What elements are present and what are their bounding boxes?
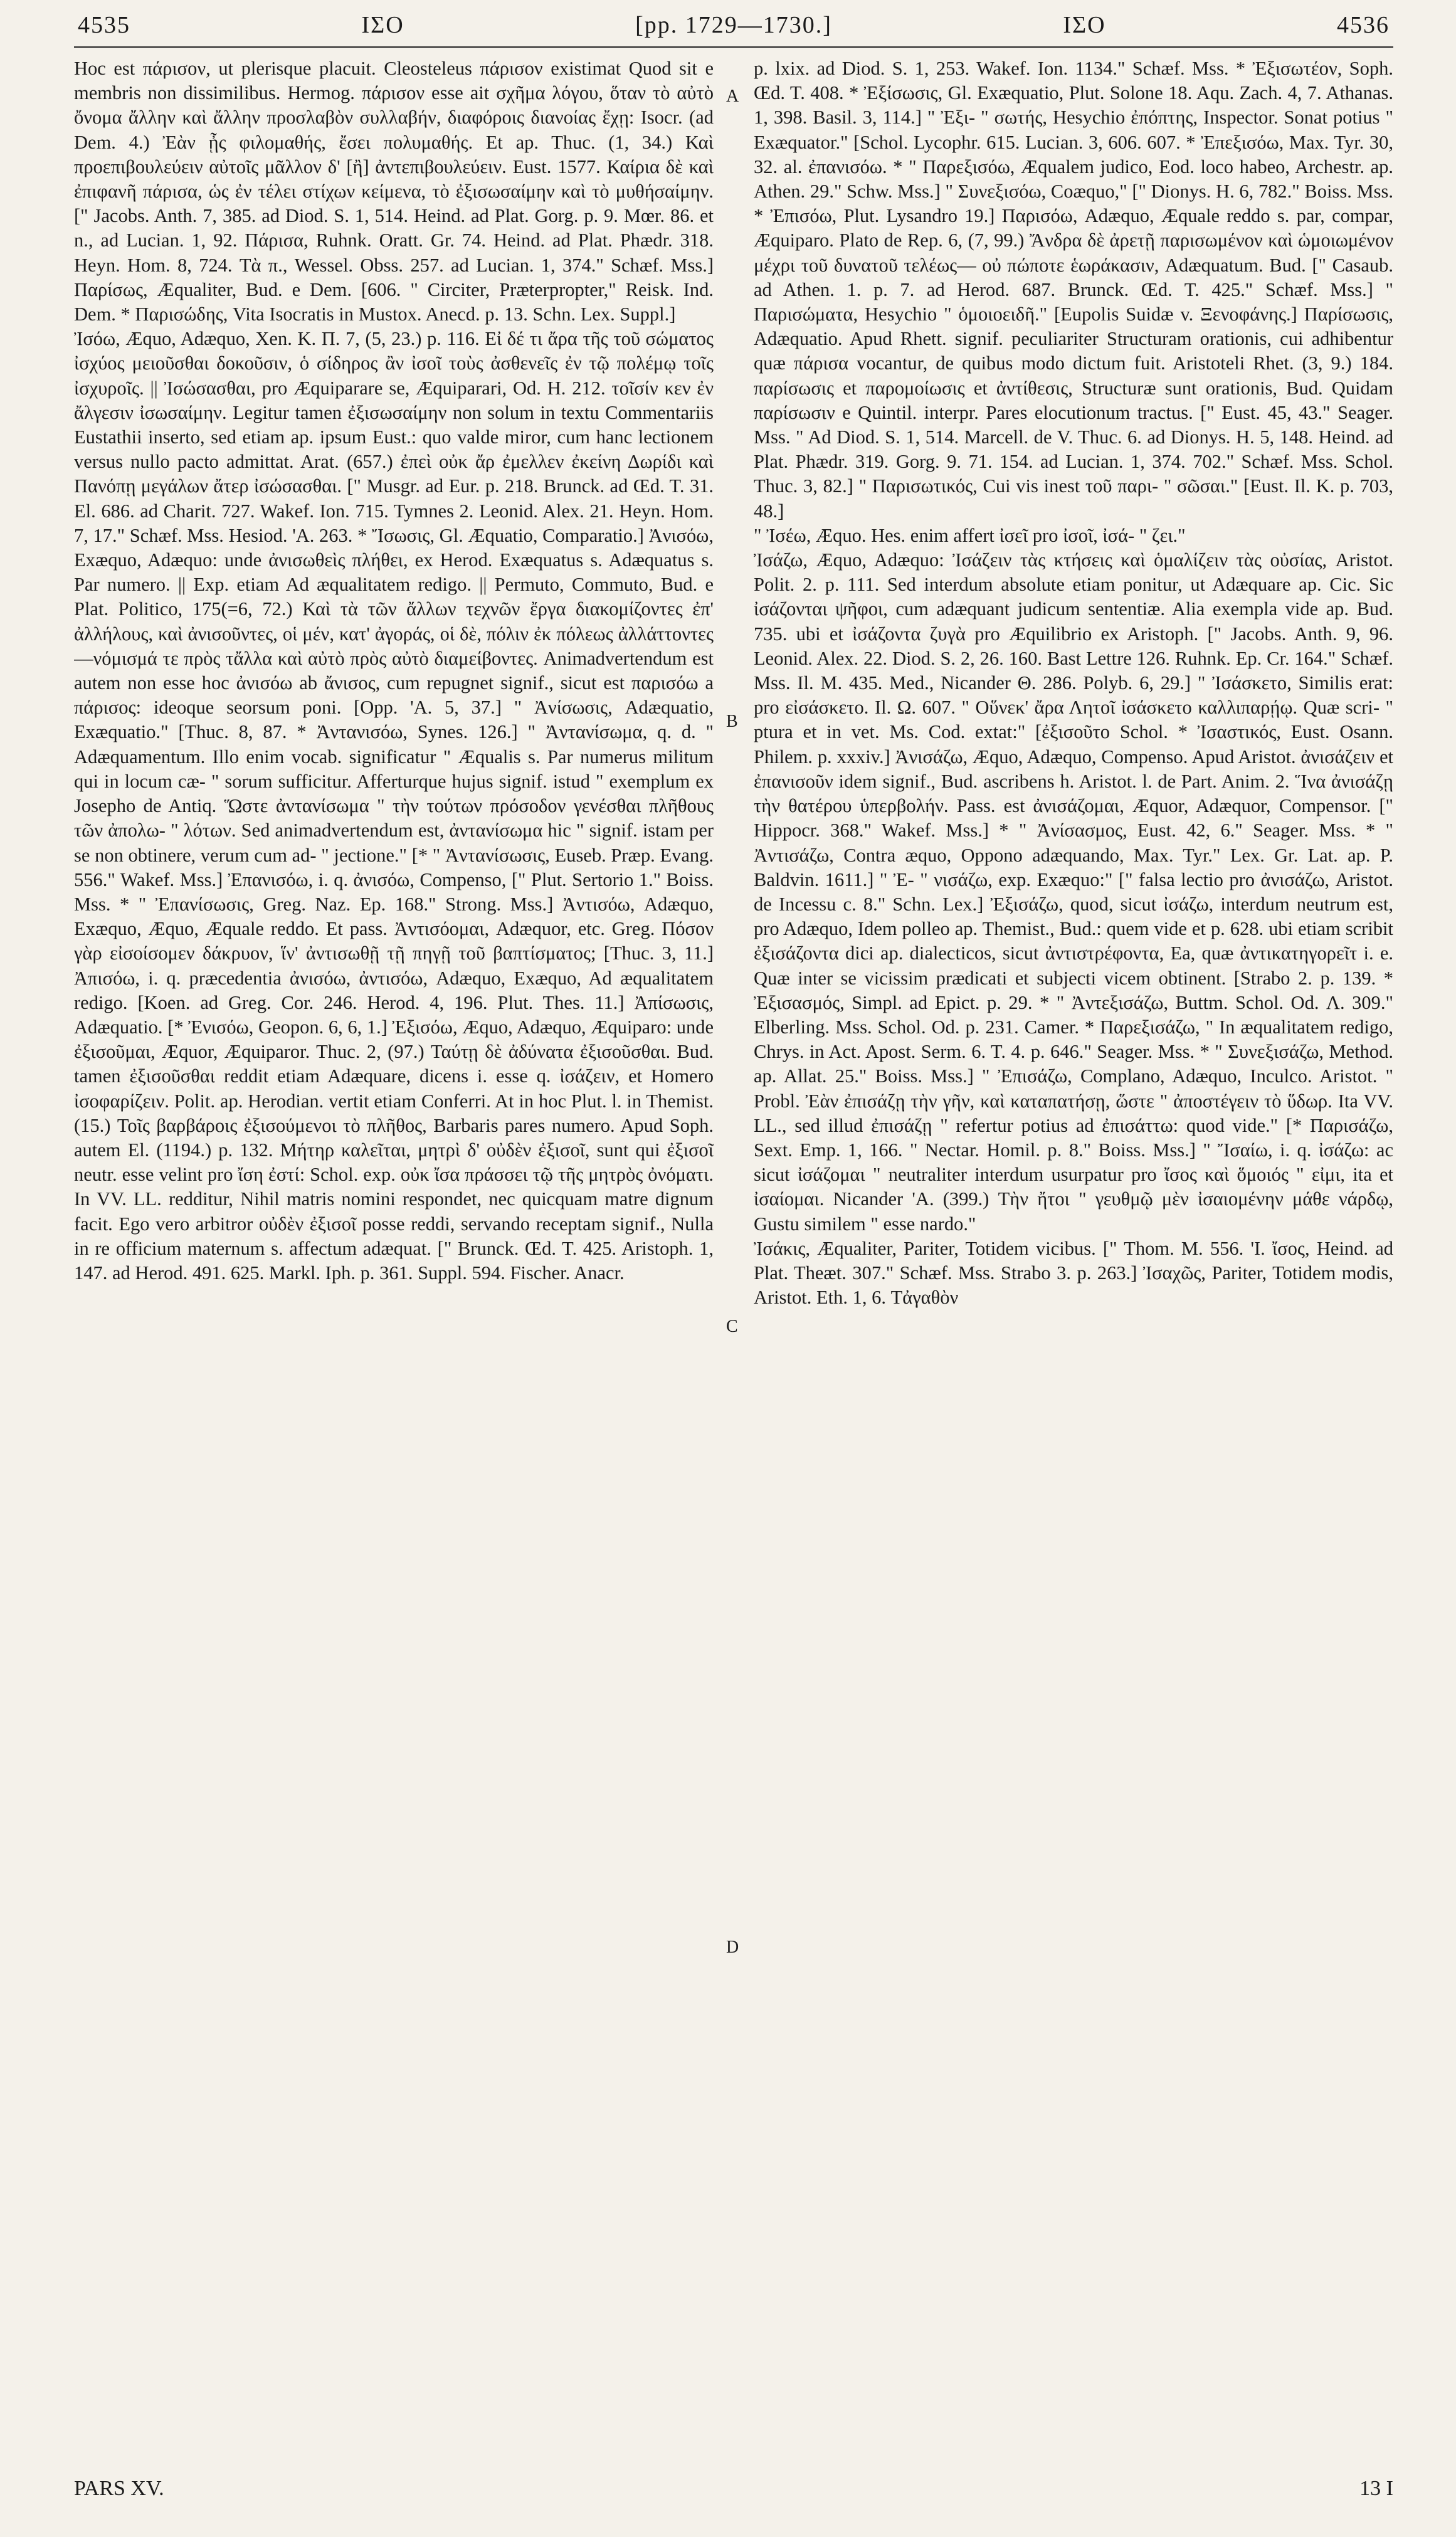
margin-letter-d: D bbox=[726, 1938, 739, 1957]
right-paragraph-4: Ἰσάκις, Æqualiter, Pariter, Totidem vicibus. [" Thom. M. 556. 'I. ἴσος, Heind. ad Plat. Theæt. 307." Schæf. Mss. Strabo 3. p. 263.] Ἰσαχῶς, Pariter, Totidem modis, Aristot. Eth. 1, 6. Τἀγαθὸν bbox=[754, 1237, 1393, 1309]
margin-letter-a: A bbox=[726, 87, 739, 106]
right-paragraph-2: " Ἰσέω, Æquo. Hes. enim affert ἰσεῖ pro ἰσοῖ, ἰσά- " ζει." bbox=[754, 524, 1186, 546]
page-footer bbox=[74, 2477, 1393, 2501]
headword-left: ΙΣΟ bbox=[361, 12, 404, 38]
headword-right: ΙΣΟ bbox=[1063, 12, 1106, 38]
right-column bbox=[754, 56, 1393, 1310]
left-paragraph-2: Ἰσόω, Æquo, Adæquo, Xen. K. Π. 7, (5, 23.) p. 116. Εἰ δέ τι ἄρα τῆς τοῦ σώματος ἰσχύος μειοῦσθαι δοκοῦσιν, ὁ σίδηρος ἂν ἰσοῖ τοὺς ἀσθενεῖς ἐν τῷ πολέμῳ τοῖς ἰσχυροῖς. || Ἰσώσασθαι, pro Æquiparare se, Æquiparari, Od. H. 212. τοῖσίν κεν ἐν ἄλγεσιν ἰσωσαίμην. Legitur tamen ἐξισωσαίμην non solum in textu Commentariis Eustathii inserto, sed etiam ap. ipsum Eust.: quo valde miror, cum hanc lectionem versus nullo pacto admittat. Arat. (657.) ἐπεὶ οὐκ ἄρ ἐμελλεν ἐκείνη Δωρίδι καὶ Πανόπῃ μεγάλων ἄτερ ἰσώσασθαι. [" Musgr. ad Eur. p. 218. Brunck. ad Œd. T. 31. El. 686. ad Charit. 727. Wakef. Ion. 715. Tymnes 2. Leonid. Alex. 21. Heyn. Hom. 7, 17." Schæf. Mss. Hesiod. 'A. 263. * Ἴσωσις, Gl. Æquatio, Comparatio.] Ἀνισόω, Exæquo, Adæquo: unde ἀνισωθεὶς πλήθει, ex Herod. Exæquatus s. Adæquatus s. Par numero. || Exp. etiam Ad æqualitatem redigo. || Permuto, Commuto, Bud. e Plat. Politico, 175(=6, 72.) Καὶ τὰ τῶν ἄλλων τεχνῶν ἔργα διακομίζοντες ἐπ' ἀλλήλους, καὶ ἀνισοῦντες, οἱ μέν, κατ' ἀγοράς, οἱ δὲ, πόλιν ἐκ πόλεως ἀλλάττοντες—νόμισμά τε πρὸς τἄλλα καὶ αὐτὸ πρὸς αὐτὸ διαμείβοντες. Animadvertendum est autem non esse hoc ἀνισόω ab ἄνισος, cum repugnet signif., sicut est παρισόω a πάρισος: ideoque seorsum poni. [Opp. 'A. 5, 37.] " Ἀνίσωσις, Adæquatio, Exæquatio." [Thuc. 8, 87. * Ἀντανισόω, Synes. 126.] " Ἀντανίσωμα, q. d. " Adæquamentum. Illo enim vocab. significatur " Æqualis s. Par numerus militum qui in locum cæ- " sorum sufficitur. Afferturque hujus signif. istud " exemplum ex Josepho de Antiq. Ὥστε ἀντανίσωμα " τὴν τούτων πρόσοδον γενέσθαι πλῆθους τῶν ἀπολω- " λότων. Sed animadvertendum est, ἀντανίσωμα hic " signif. istam per se non obtinere, verum cum ad- " jectione." [* " Ἀντανίσωσις, Euseb. Præp. Evang. 556." Wakef. Mss.] Ἐπανισόω, i. q. ἀνισόω, Compenso, [" Plut. Sertorio 1." Boiss. Mss. * " Ἐπανίσωσις, Greg. Naz. Ep. 168." Strong. Mss.] Ἀντισόω, Adæquo, Exæquo, Æquo, Æquale reddo. Et pass. Ἀντισόομαι, Adæquor, etc. Greg. Πόσον γὰρ εἰσοίσομεν δάκρυον, ἵν' ἀντισωθῇ τῇ πηγῇ τοῦ βαπτίσματος; [Thuc. 3, 11.] Ἀπισόω, i. q. præcedentia ἀνισόω, ἀντισόω, Adæquo, Exæquo, Ad æqualitatem redigo. [Koen. ad Greg. Cor. 246. Herod. 4, 196. Plut. Thes. 11.] Ἀπίσωσις, Adæquatio. [* Ἐνισόω, Geopon. 6, 6, 1.] Ἐξισόω, Æquo, Adæquo, Æquiparo: unde ἐξισοῦμαι, Æquor, Æquiparor. Thuc. 2, (97.) Ταύτῃ δὲ ἀδύνατα ἐξισοῦσθαι. Bud. tamen ἐξισοῦσθαι reddit etiam Adæquare, dicens i. esse q. ἰσάζειν, et Homero ἰσοφαρίζειν. Polit. ap. Herodian. vertit etiam Conferri. At in hoc Plut. l. in Themist. (15.) Τοῖς βαρβάροις ἐξισούμενοι τὸ πλῆθος, Barbaris pares numero. Apud Soph. autem El. (1194.) p. 132. Μήτηρ καλεῖται, μητρὶ δ' οὐδὲν ἐξισοῖ, sunt qui ἐξισοῖ neutr. esse velint pro ἴση ἐστί: Schol. exp. οὐκ ἴσα πράσσει τῷ τῆς μητρὸς ὀνόματι. In VV. LL. redditur, Nihil matris nomini respondet, nec quicquam matre dignum facit. Ego vero arbitror οὐδὲν ἐξισοῖ posse reddi, servando receptam signif., Nulla in re officium maternum s. affectum adæquat. [" Brunck. Œd. T. 425. Aristoph. 1, 147. ad Herod. 491. 625. Markl. Iph. p. 361. Suppl. 594. Fischer. Anacr. bbox=[74, 328, 714, 1284]
footer-signature: 13 I bbox=[1359, 2477, 1393, 2500]
left-column bbox=[74, 56, 714, 1285]
right-paragraph-1: p. lxix. ad Diod. S. 1, 253. Wakef. Ion. 1134." Schæf. Mss. * Ἐξισωτέον, Soph. Œd. T. 408. * Ἐξίσωσις, Gl. Exæquatio, Plut. Solone 18. Aqu. Zach. 4, 7. Athanas. 1, 398. Basil. 3, 114.] " Ἐξι- " σωτής, Hesychio ἐπόπτης, Inspector. Sonat potius " Exæquator." [Schol. Lycophr. 615. Lucian. 3, 606. 607. * Ἐπεξισόω, Max. Tyr. 30, 32. al. ἐπανισόω. * " Παρεξισόω, Æqualem judico, Eod. loco habeo, Archestr. ap. Athen. 29." Schw. Mss.] " Συνεξισόω, Coæquo," [" Dionys. H. 6, 782." Boiss. Mss. * Ἐπισόω, Plut. Lysandro 19.] Παρισόω, Adæquo, Æquale reddo s. par, compar, Æquiparo. Plato de Rep. 6, (7, 99.) Ἄνδρα δὲ ἀρετῇ παρισωμένον καὶ ὡμοιωμένον μέχρι τοῦ δυνατοῦ τελέως— οὐ πώποτε ἑωράκασιν, Adæquatum. Bud. [" Casaub. ad Athen. 1. p. 7. ad Herod. 687. Brunck. Œd. T. 425." Schæf. Mss.] " Παρισώματα, Hesychio " ὁμοιοειδῆ." [Eupolis Suidæ v. Ξενοφάνης.] Παρίσωσις, Adæquatio. Apud Rhett. signif. peculiariter Structuram orationis, cui adhibentur quæ πάρισα vocantur, de quibus modo dictum fuit. Aristoteli Rhet. (3, 9.) 184. παρίσωσις et παρομοίωσις et ἀντίθεσις, Structuræ sunt orationis, Bud. Quidam παρίσωσιν e Quintil. interpr. Pares elocutionum tractus. [" Eust. 45, 43." Seager. Mss. " Ad Diod. S. 1, 514. Marcell. de V. Thuc. 6. ad Dionys. H. 5, 148. Heind. ad Plat. Phædr. 319. Gorg. 9. 71. 154. ad Lucian. 1, 374. 702." Schæf. Mss. Schol. Thuc. 3, 82.] " Παρισωτικός, Cui vis inest τοῦ παρι- " σῶσαι." [Eust. Il. K. p. 703, 48.] bbox=[754, 58, 1393, 522]
page-range: [pp. 1729—1730.] bbox=[635, 12, 832, 38]
running-header bbox=[74, 11, 1393, 48]
margin-letter-c: C bbox=[726, 1317, 738, 1336]
right-paragraph-3: Ἰσάζω, Æquo, Adæquo: Ἰσάζειν τὰς κτήσεις καὶ ὁμαλίζειν τὰς οὐσίας, Aristot. Polit. 2. p. 111. Sed interdum absolute etiam ponitur, ut Adæquare ap. Cic. Sic ἰσάζονται ψῆφοι, cum adæquant judicum sententiæ. Alia exempla vide ap. Bud. 735. ubi et ἰσάζοντα ζυγὰ pro Æquilibrio ex Aristoph. [" Jacobs. Anth. 9, 96. Leonid. Alex. 22. Diod. S. 2, 26. 160. Bast Lettre 126. Ruhnk. Ep. Cr. 164." Schæf. Mss. Il. M. 435. Med., Nicander Θ. 286. Polyb. 6, 29.] " Ἰσάσκετο, Similis erat: pro εἰσάσκετο. Il. Ω. 607. " Οὕνεκ' ἄρα Λητοῖ ἰσάσκετο καλλιπαρῄῳ. Quæ scri- " ptura et in vet. Ms. Cod. extat:" [ἐξισοῦτο Schol. * Ἰσαστικός, Eust. Osann. Philem. p. xxxiv.] Ἀνισάζω, Æquo, Adæquo, Compenso. Apud Aristot. ἀνισάζειν et ἐπανισοῦν idem signif., Bud. ascribens h. Aristot. l. de Part. Anim. 2. Ἵνα ἀνισάζῃ τὴν θατέρου ὑπερβολήν. Pass. est ἀνισάζομαι, Æquor, Adæquor, Compensor. [" Hippocr. 368." Wakef. Mss.] * " Ἀνίσασμος, Eust. 42, 6." Seager. Mss. * " Ἀντισάζω, Contra æquo, Oppono adæquando, Max. Tyr." Lex. Gr. Lat. ap. P. Baldvin. 1611.] " Ἐ- " νισάζω, exp. Exæquo:" [" falsa lectio pro ἀνισάζω, Aristot. de Incessu c. 8." Schn. Lex.] Ἐξισάζω, quod, sicut ἰσάζω, interdum neutrum est, pro Adæquo, Idem polleo ap. Themist., Bud.: quem vide et p. 628. ubi etiam scribit ἐξισάζοντα dici ap. dialecticos, sicut ἀντιστρέφοντα, Ea, quæ ἀντικατηγορεῖτ i. e. Quæ inter se vicissim prædicati et subjecti vicem obtinent. [Strabo 2. p. 139. * Ἐξισασμός, Simpl. ad Epict. p. 29. * " Ἀντεξισάζω, Buttm. Schol. Od. Λ. 309." Elberling. Mss. Schol. Od. p. 231. Camer. * Παρεξισάζω, " In æqualitatem redigo, Chrys. in Act. Apost. Serm. 6. T. 4. p. 646." Seager. Mss. * " Συνεξισάζω, Method. ap. Allat. 25." Boiss. Mss.] " Ἐπισάζω, Complano, Adæquo, Inculco. Aristot. " Probl. Ἐὰν ἐπισάζῃ τὴν γῆν, καὶ καταπατήσῃ, ὥστε " ἀποστέγειν τὸ ὕδωρ. Ita VV. LL., sed illud ἐπισάζῃ " refertur potius ad ἐπισάττω: quod vide." [* Παρισάζω, Sext. Emp. 1, 166. " Nectar. Homil. p. 8." Boiss. Mss.] " Ἴσαίω, i. q. ἰσάζω: ac sicut ἰσάζομαι " neutraliter interdum usurpatur pro ἴσος καὶ ὅμοιός " εἰμι, ita et ἰσαίομαι. Nicander 'A. (399.) Τὴν ἤτοι " γευθμῷ μὲν ἰσαιομένην μάθε νάρδῳ, Gustu similem " esse nardo." bbox=[754, 549, 1393, 1235]
left-paragraph-1: Hoc est πάρισον, ut plerisque placuit. Cleosteleus πάρισον existimat Quod sit e membris non dissimilibus. Hermog. πάρισον esse ait σχῆμα λόγου, ὅταν τὸ αὐτὸ ὄνομα ἄλλην καὶ ἄλλην προσλαβὸν συλλαβήν, διαφόροις διανοίας ἔχῃ: Isocr. (ad Dem. 4.) Ἐὰν ᾖς φιλομαθής, ἔσει πολυμαθής. Et ap. Thuc. (1, 34.) Καὶ προεπιβουλεύειν αὐτοῖς μᾶλλον δ' [ἢ] ἀντεπιβουλεύειν. Eust. 1577. Καίρια δὲ καὶ ἐπιφανῆ πάρισα, ὡς ἐν τέλει στίχων κείμενα, τὸ ἐξισωσαίμην καὶ τὸ μυθήσαίμην. [" Jacobs. Anth. 7, 385. ad Diod. S. 1, 514. Heind. ad Plat. Gorg. p. 9. Mœr. 86. et n., ad Lucian. 1, 92. Πάρισα, Ruhnk. Oratt. Gr. 74. Heind. ad Plat. Phædr. 318. Heyn. Hom. 8, 724. Τὰ π., Wessel. Obss. 257. ad Lucian. 1, 374." Schæf. Mss.] Παρίσως, Æqualiter, Bud. e Dem. [606. " Circiter, Præterpropter," Reisk. Ind. Dem. * Παρισώδης, Vita Isocratis in Mustox. Anecd. p. 13. Schn. Lex. Suppl.] bbox=[74, 58, 714, 325]
page-number-right: 4536 bbox=[1337, 12, 1390, 38]
footer-part: PARS XV. bbox=[74, 2477, 164, 2500]
two-column-body bbox=[74, 56, 1393, 1957]
margin-letter-b: B bbox=[726, 712, 738, 731]
page-number-left: 4535 bbox=[78, 12, 130, 38]
